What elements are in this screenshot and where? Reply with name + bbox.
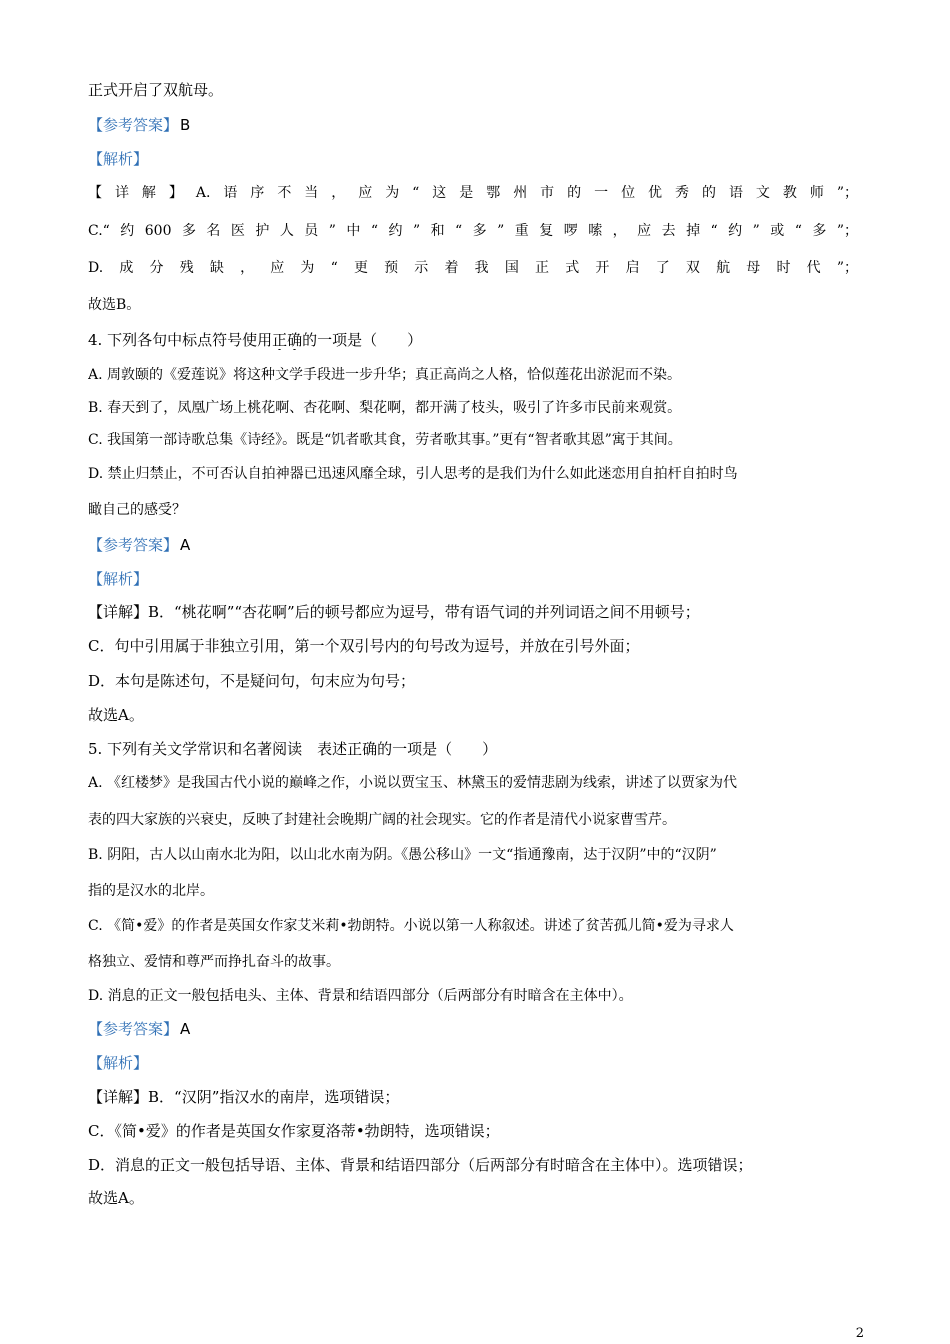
stem-text: 4. 下列各句中标点符号使用: [88, 331, 273, 349]
q4-conclusion: 故选A。: [88, 706, 144, 724]
q4-option-d-cont: 瞰自己的感受？: [88, 502, 186, 518]
q4-option-d: D. 禁止归禁止，不可否认自拍神器已迅速风靡全球，引人思考的是我们为什么如此迷恋用自拍杆自拍时鸟: [88, 466, 738, 482]
q3-detail-a: [88, 183, 858, 203]
q3-detail-c: C.“约600多名医护人员”中“约”和“多”重复啰嗦，应去掉“约”或“多”；: [88, 223, 858, 239]
detail-text: A.语序不当，应为“这是鄂州市的一位优秀的语文教师”；: [195, 185, 858, 201]
q4-detail-c: C．句中引用属于非独立引用，第一个双引号内的句号改为逗号，并放在引号外面；: [88, 637, 640, 655]
stem-text: 的一项是（ ）: [302, 331, 423, 349]
q3-answer-line: [88, 115, 858, 135]
page-number: 2: [855, 1326, 864, 1341]
q4-stem: [88, 330, 858, 350]
q3-stem-tail: 正式开启了双航母。: [88, 81, 224, 99]
q5-option-b: B. 阴阳，古人以山南水北为阳，以山北水南为阴。《愚公移山》一文“指通豫南，达于汉阴”中的“汉阴”: [88, 847, 717, 863]
q4-option-a: A. 周敦颐的《爱莲说》将这种文学手段进一步升华；真正高尚之人格，恰似莲花出淤泥而不染。: [88, 367, 682, 383]
q3-detail-d: D.成分残缺，应为“更预示着我国正式开启了双航母时代”；: [88, 260, 858, 276]
analysis-label: 【解析】: [88, 1054, 149, 1072]
q4-detail-b: 【详解】B．“桃花啊”“杏花啊”后的顿号都应为逗号，带有语气词的并列词语之间不用顿号；: [88, 603, 700, 621]
answer-value: A: [180, 1020, 191, 1038]
q5-option-b-cont: 指的是汉水的北岸。: [88, 883, 214, 899]
q4-option-c: C. 我国第一部诗歌总集《诗经》。既是“饥者歌其食，劳者歌其事。”更有“智者歌其恩”寓于其间。: [88, 432, 682, 448]
q5-answer-line: [88, 1019, 858, 1039]
q4-option-b: B. 春天到了，凤凰广场上桃花啊、杏花啊、梨花啊，都开满了枝头，吸引了许多市民前来观赏。: [88, 400, 682, 416]
q4-detail-d: D．本句是陈述句，不是疑问句，句末应为句号；: [88, 672, 416, 690]
detail-label: 【详解】: [88, 185, 196, 201]
emphasis-char: 确: [287, 331, 303, 349]
q5-stem: 5. 下列有关文学常识和名著阅读 表述正确的一项是（ ）: [88, 740, 498, 758]
q5-option-c-cont: 格独立、爱情和尊严而挣扎奋斗的故事。: [88, 954, 340, 970]
q5-option-d: D. 消息的正文一般包括电头、主体、背景和结语四部分（后两部分有时暗含在主体中）。: [88, 988, 633, 1004]
answer-label: 【参考答案】: [88, 536, 179, 554]
q5-detail-c: C．《简•爱》的作者是英国女作家夏洛蒂•勃朗特，选项错误；: [88, 1122, 500, 1140]
answer-label: 【参考答案】: [88, 1020, 179, 1038]
q5-option-c: C. 《简•爱》的作者是英国女作家艾米莉•勃朗特。小说以第一人称叙述。讲述了贫苦孤儿简•爱为寻求人: [88, 918, 734, 934]
q5-conclusion: 故选A。: [88, 1189, 144, 1207]
q5-detail-b: 【详解】B．“汉阴”指汉水的南岸，选项错误；: [88, 1088, 400, 1106]
analysis-label: 【解析】: [88, 570, 149, 588]
answer-label: 【参考答案】: [88, 116, 179, 134]
q5-detail-d: D．消息的正文一般包括导语、主体、背景和结语四部分（后两部分有时暗含在主体中）。选项错误；: [88, 1156, 753, 1174]
q5-option-a-cont: 表的四大家族的兴衰史，反映了封建社会晚期广阔的社会现实。它的作者是清代小说家曹雪芹。: [88, 812, 676, 828]
q4-answer-line: [88, 535, 858, 555]
answer-value: A: [180, 536, 191, 554]
q5-option-a: A. 《红楼梦》是我国古代小说的巅峰之作，小说以贾宝玉、林黛玉的爱情悲剧为线索，讲述了以贾家为代: [88, 775, 738, 791]
q3-conclusion: 故选B。: [88, 297, 141, 313]
analysis-label: 【解析】: [88, 150, 149, 168]
answer-value: B: [180, 116, 191, 134]
emphasis-char: 正: [272, 331, 288, 349]
